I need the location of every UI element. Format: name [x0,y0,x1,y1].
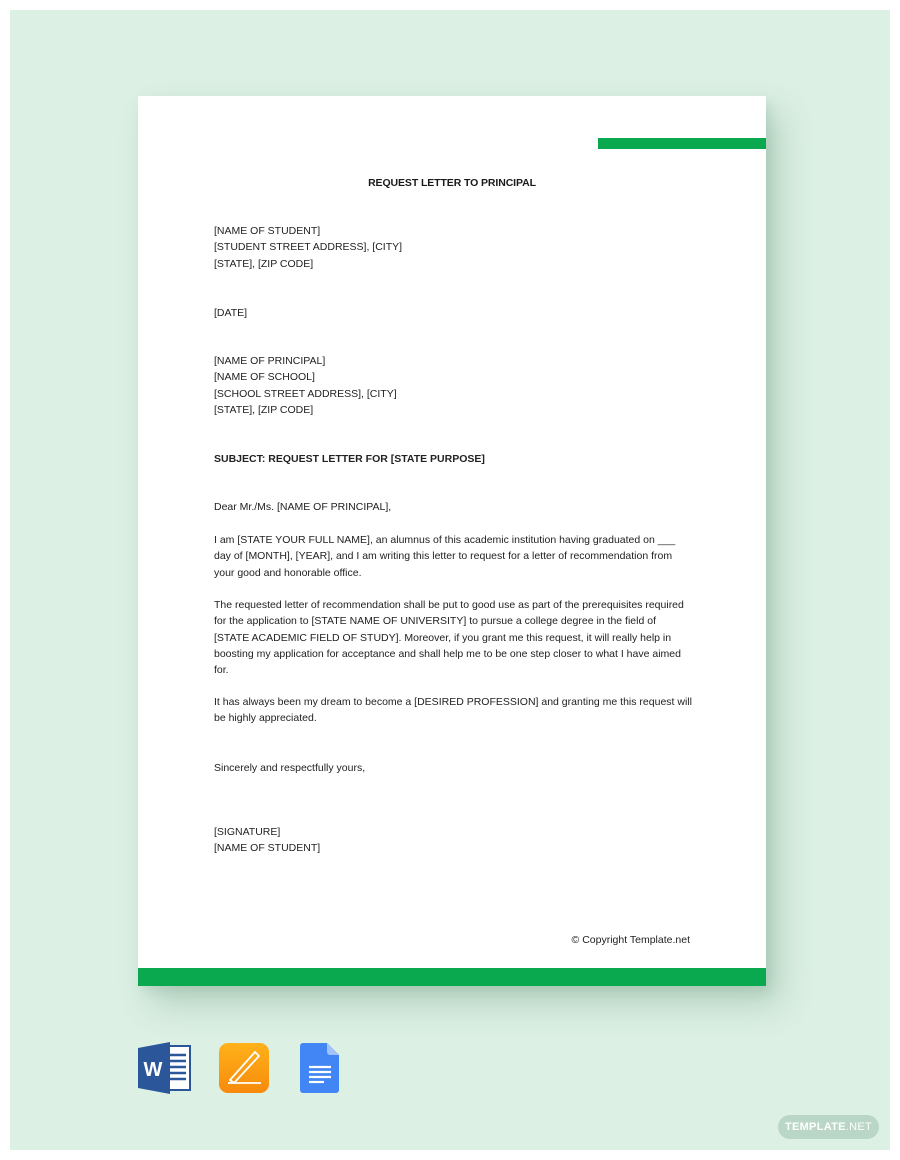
sender-line: [STUDENT STREET ADDRESS], [CITY] [214,241,403,254]
svg-text:W: W [143,1059,163,1081]
body-paragraph-2 [214,597,694,678]
paragraph: I am [STATE YOUR FULL NAME], an alumnus of this academic institution having graduated on ___ day of [MONTH], [YEAR], and I am writing this letter to request for a letter of recommendation from your good and honorable office. [214,534,676,579]
watermark-suffix: .NET [845,1121,873,1133]
salutation: Dear Mr./Ms. [NAME OF PRINCIPAL], [214,501,392,513]
recipient-line: [NAME OF PRINCIPAL] [214,355,326,367]
signature-line: [NAME OF STUDENT] [214,842,321,855]
date: [DATE] [214,307,248,319]
word-icon[interactable] [138,1042,192,1099]
sender-line: [NAME OF STUDENT] [214,225,321,237]
recipient-line: [NAME OF SCHOOL] [214,371,315,384]
paragraph: It has always been my dream to become a [DESIRED PROFESSION] and granting me this request will be highly appreciated. [214,696,692,725]
watermark-main: TEMPLATE [784,1121,846,1133]
template-net-watermark [778,1115,879,1139]
document-title: REQUEST LETTER TO PRINCIPAL [368,177,536,189]
top-accent-bar [598,138,766,149]
google-docs-icon[interactable] [300,1042,340,1099]
signature-line: [SIGNATURE] [214,826,281,838]
bottom-accent-bar [138,968,766,986]
date-line [214,305,694,321]
letter-document [138,96,766,986]
body-paragraph-1 [214,532,694,581]
salutation-line [214,499,694,515]
subject: SUBJECT: REQUEST LETTER FOR [STATE PURPOSE] [214,453,485,465]
sender-line: [STATE], [ZIP CODE] [214,257,314,270]
copyright-notice: © Copyright Template.net [571,934,690,946]
pages-icon[interactable] [218,1042,270,1099]
recipient-line: [STATE], [ZIP CODE] [214,403,314,416]
signature-block [214,824,694,857]
recipient-address [214,353,694,418]
recipient-line: [SCHOOL STREET ADDRESS], [CITY] [214,387,397,400]
closing-line [214,760,694,776]
sender-address [214,223,694,272]
paragraph: The requested letter of recommendation shall be put to good use as part of the prerequisites required for the application to [STATE NAME OF UNIVERSITY] to pursue a college degree in the field of [STATE ACADEMIC FIELD OF STUDY]. Moreover, if you grant me this request, it will really help in boosting my application for acceptance and shall help me to be one step closer to what I have aimed for. [214,599,684,677]
body-paragraph-3 [214,694,694,727]
closing: Sincerely and respectfully yours, [214,762,366,774]
subject-line [214,451,694,467]
